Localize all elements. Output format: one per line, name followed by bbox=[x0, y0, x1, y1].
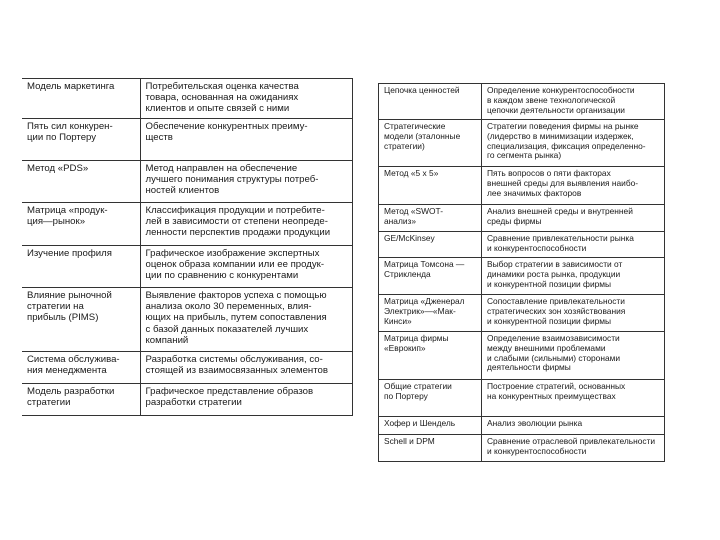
method-description-cell: Определение конкурентоспособности в каждом звене технологической цепочки деятельности организации bbox=[482, 84, 665, 120]
method-description-cell: Стратегии поведения фирмы на рынке (лидерство в минимизации издержек, специализация, фиксация определенно- го сегмента рынка) bbox=[482, 120, 665, 167]
method-name-cell: Модель маркетинга bbox=[22, 79, 140, 119]
method-name-cell: Модель разработки стратегии bbox=[22, 384, 140, 416]
method-name-cell: Метод «5 х 5» bbox=[379, 167, 482, 205]
method-description-cell: Классификация продукции и потребите- лей в зависимости от степени неопреде- ленности перспектив продажи продукции bbox=[140, 203, 352, 246]
method-description-cell: Выбор стратегии в зависимости от динамики роста рынка, продукции и конкурентной позиции фирмы bbox=[482, 258, 665, 295]
table-row bbox=[379, 167, 665, 205]
left-methods-table bbox=[22, 78, 353, 416]
method-description-cell: Графическое изображение экспертных оценок образа компании или ее продук- ции по сравнению с конкурентами bbox=[140, 246, 352, 288]
method-name-cell: Цепочка ценностей bbox=[379, 84, 482, 120]
table-row bbox=[379, 332, 665, 380]
method-name-cell: Изучение профиля bbox=[22, 246, 140, 288]
table-row bbox=[22, 161, 352, 203]
method-name-cell: Общие стратегии по Портеру bbox=[379, 380, 482, 417]
table-row bbox=[22, 384, 352, 416]
method-name-cell: Матрица «Дженерал Электрик»—«Мак- Кинси» bbox=[379, 295, 482, 332]
table-row bbox=[22, 79, 352, 119]
table-row bbox=[379, 380, 665, 417]
method-description-cell: Обеспечение конкурентных преиму- ществ bbox=[140, 119, 352, 161]
method-name-cell: Хофер и Шендель bbox=[379, 417, 482, 435]
table-row bbox=[22, 203, 352, 246]
table-row bbox=[379, 232, 665, 258]
method-description-cell: Сравнение привлекательности рынка и конкурентоспособности bbox=[482, 232, 665, 258]
method-name-cell: Метод «SWOT- анализ» bbox=[379, 205, 482, 232]
method-name-cell: Матрица Томсона — Стрикленда bbox=[379, 258, 482, 295]
method-name-cell: Schell и DPM bbox=[379, 435, 482, 462]
table-row bbox=[379, 295, 665, 332]
method-description-cell: Разработка системы обслуживания, со- стоящей из взаимосвязанных элементов bbox=[140, 352, 352, 384]
table-row bbox=[379, 417, 665, 435]
method-name-cell: Стратегические модели (эталонные стратегии) bbox=[379, 120, 482, 167]
method-description-cell: Сопоставление привлекательности стратегических зон хозяйствования и конкурентной позиции фирмы bbox=[482, 295, 665, 332]
table-row bbox=[379, 84, 665, 120]
method-description-cell: Построение стратегий, основанных на конкурентных преимуществах bbox=[482, 380, 665, 417]
table-row bbox=[379, 435, 665, 462]
method-description-cell: Определение взаимозависимости между внешними проблемами и слабыми (сильными) сторонами деятельности фирмы bbox=[482, 332, 665, 380]
method-name-cell: Пять сил конкурен- ции по Портеру bbox=[22, 119, 140, 161]
method-description-cell: Сравнение отраслевой привлекательности и конкурентоспособности bbox=[482, 435, 665, 462]
method-description-cell: Метод направлен на обеспечение лучшего понимания структуры потреб- ностей клиентов bbox=[140, 161, 352, 203]
table-row bbox=[22, 352, 352, 384]
table-row bbox=[379, 120, 665, 167]
method-name-cell: Влияние рыночной стратегии на прибыль (PIMS) bbox=[22, 288, 140, 352]
method-name-cell: Метод «PDS» bbox=[22, 161, 140, 203]
method-name-cell: Матрица «продук- ция—рынок» bbox=[22, 203, 140, 246]
method-name-cell: Система обслужива- ния менеджмента bbox=[22, 352, 140, 384]
method-description-cell: Анализ эволюции рынка bbox=[482, 417, 665, 435]
table-row bbox=[22, 119, 352, 161]
table-row bbox=[379, 205, 665, 232]
method-description-cell: Пять вопросов о пяти факторах внешней среды для выявления наибо- лее значимых факторов bbox=[482, 167, 665, 205]
method-description-cell: Потребительская оценка качества товара, основанная на ожиданиях клиентов и опыте связей с ними bbox=[140, 79, 352, 119]
table-row bbox=[22, 246, 352, 288]
table-row bbox=[379, 258, 665, 295]
table-row bbox=[22, 288, 352, 352]
method-description-cell: Анализ внешней среды и внутренней среды фирмы bbox=[482, 205, 665, 232]
method-name-cell: Матрица фирмы «Еврокип» bbox=[379, 332, 482, 380]
method-name-cell: GE/McKinsey bbox=[379, 232, 482, 258]
method-description-cell: Графическое представление образов разработки стратегии bbox=[140, 384, 352, 416]
right-methods-table bbox=[378, 83, 665, 462]
method-description-cell: Выявление факторов успеха с помощью анализа около 30 переменных, влия- ющих на прибыль, путем сопоставления с базой данных показателей лучших компаний bbox=[140, 288, 352, 352]
